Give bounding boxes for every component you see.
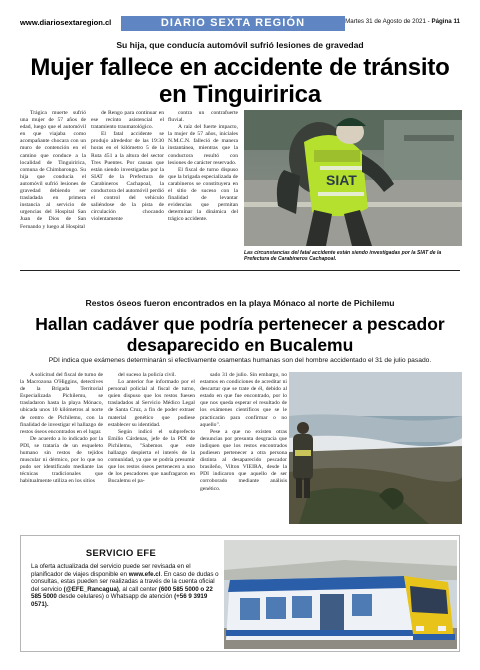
article2-kicker: Restos óseos fueron encontrados en la playa Mónaco al norte de Pichilemu bbox=[85, 298, 395, 308]
ad-text: . En caso de dudas o consultas, estas pueden ser realizadas a través de la cuenta oficial del servicio bbox=[31, 570, 219, 593]
article1-column-1 bbox=[20, 110, 86, 231]
beach-investigation-photo bbox=[289, 372, 462, 524]
siat-officer-illustration bbox=[244, 110, 462, 246]
ad-call-center-number: (600 585 5000 o 22 585 5000 bbox=[31, 585, 213, 601]
article1-paragraph: A raíz del fuerte impacto, la mujer de 57 años, iniciales N.M.C.N. falleció de manera instantánea, mientras que la conductora resultó con lesiones de carácter reservado. bbox=[168, 124, 238, 166]
vest-siat-text: SIAT bbox=[326, 172, 357, 188]
article2-dek: PDI indica que exámenes determinarán si efectivamente osamentas humanas son del hombre accidentado el 31 de julio pasado. bbox=[48, 357, 432, 364]
siat-officer-photo bbox=[244, 110, 462, 246]
article1-photo-caption: Las circunstancias del fatal accidente están siendo investigadas por la SIAT de la Prefectura de Carabineros Cachapoal. bbox=[244, 250, 442, 263]
train-illustration bbox=[224, 540, 457, 649]
ad-website-link[interactable]: www.efe.cl bbox=[128, 570, 161, 578]
article2-headline-line2: desaparecido en Bucalemu bbox=[126, 335, 354, 355]
article2-paragraph: A solicitud del fiscal de turno de la Macrozona O'Higgins, detectives de la Brigada Territorial Especializada Pichilemu, se trasladaron hasta la playa Mónaco, ubicada unos 10 kilómetros al norte de centro de Pichilemu, con la finalidad de investigar el hallazgo de restos óseos encontrados en el lugar. bbox=[20, 372, 103, 435]
masthead-bar bbox=[121, 16, 345, 31]
article1-headline-line1: Mujer fallece en accidente de tránsito bbox=[30, 54, 450, 81]
article1-paragraph: de Rengo para continuar en ese recinto asistencial el tratamiento traumatológico. bbox=[91, 110, 164, 131]
article2-headline-line1: Hallan cadáver que podría pertenecer a pescador bbox=[35, 314, 445, 334]
article2-headline bbox=[20, 314, 460, 356]
ad-twitter-handle[interactable]: (@EFE_Rancagua) bbox=[63, 585, 119, 593]
issue-date-page: Martes 31 de Agosto de 2021 - Página 11 bbox=[345, 18, 460, 25]
article2-paragraph: De acuerdo a lo indicado por la PDI, se trataría de un esqueleto humano sin restos de tejidos muscular ni dérmico, por lo que no pudo ser identificado mediante las técnicas tradicionales que habitualmente utiliza en los sitios bbox=[20, 435, 103, 485]
article2-column-2 bbox=[108, 372, 195, 486]
article2-paragraph: Pese a que no existen otras denuncias por presunta desgracia que indiquen que los restos encontrados pudiesen pertenecer a otra persona distinta al desaparecido pescador brasileño, Vilton VIEIRA, desde la PDI indicaron que aquello de ser corroborado mediante análisis genético. bbox=[200, 428, 287, 492]
paper-name: DIARIO SEXTA REGIÓN bbox=[160, 17, 306, 29]
article1-column-2 bbox=[91, 110, 164, 224]
ad-text: desde celulares) o Whatsapp de atención bbox=[56, 593, 175, 601]
site-url[interactable]: www.diariosextaregion.cl bbox=[20, 18, 112, 27]
article2-paragraph: Según indicó el subprefecto Emilio Cárdenas, jefe de la PDI de Pichilemu, "Sabemos que este hallazgo despierta el interés de la comunidad, ya que se podría presumir que los restos óseos pertenecen a uno de los pescadores que naufragaron en Bucalemu el pa- bbox=[108, 428, 195, 485]
article1-paragraph: El fiscal de turno dispuso que la brigada especializada de carabineros se constituyera en el sitio de suceso con la finalidad de levantar evidencias que permitan determinar la dinámica del trágico accidente. bbox=[168, 166, 238, 223]
ad-text: La oferta actualizada del servicio puede ser revisada en el planificador de viajes disponible en bbox=[31, 563, 191, 578]
ad-body bbox=[31, 563, 221, 609]
efe-service-ad bbox=[20, 535, 460, 652]
section-divider bbox=[20, 270, 460, 271]
ad-text: , al call center bbox=[118, 585, 159, 593]
article1-paragraph: Trágica muerte sufrió una mujer de 57 años de edad, luego que el automóvil en que viajaba como acompañante chocara con un muro de contención en el camino que conduce a la localidad de Tinguiririca, comuna de Chimbarongo. Su hija que conducía el automóvil sufrió lesiones de gravedad debiendo ser trasladada en primera instancia al servicio de urgencias del Hospital San Juan de Dios de San Fernando y luego al Hospital bbox=[20, 110, 86, 230]
ad-whatsapp-number: (+56 9 3919 0571). bbox=[31, 593, 208, 608]
article1-kicker: Su hija, que conducía automóvil sufrió lesiones de gravedad bbox=[116, 40, 364, 50]
article1-paragraph: contra un contrafuerte fluvial. bbox=[168, 110, 238, 124]
article2-column-3 bbox=[200, 372, 287, 493]
article1-headline bbox=[20, 54, 460, 108]
article2-paragraph: Lo anterior fue informado por el personal policial al fiscal de turno, quien dispuso que los restos fuesen trasladados al Servicio Médico Legal de Santa Cruz, a fin de poder extraer material genético que pudiese establecer su identidad. bbox=[108, 379, 195, 428]
issue-date: Martes 31 de Agosto de 2021 bbox=[345, 18, 426, 25]
ad-title: SERVICIO EFE bbox=[85, 547, 157, 558]
page-number: Página 11 bbox=[431, 18, 460, 25]
beach-scene-illustration bbox=[289, 372, 462, 524]
article1-column-3 bbox=[168, 110, 238, 224]
article2-paragraph: sado 31 de julio. Sin embargo, no estamos en condiciones de acreditar ni descartar que se trate de él, debido al estado en que fue encontrado, por lo que nos queda esperar el resultado de los exámenes científicos que se le practicarán para confirmar o no aquello". bbox=[200, 372, 287, 428]
article1-paragraph: El fatal accidente se produjo alrededor de las 19:30 horas en el kilómetro 5 de la Ruta 451 a la altura del sector Tres Puentes. Por causas que están siendo investigadas por la SIAT de la Prefectura de Carabineros Cachapoal, la conductora del automóvil perdió el control del vehículo saliéndose de la pista de circulación chocando violentamente bbox=[91, 131, 164, 223]
article1-headline-line2: en Tinguiririca bbox=[159, 81, 321, 108]
article2-paragraph: del suceso la policía civil. bbox=[118, 372, 176, 378]
efe-train-photo bbox=[224, 540, 457, 649]
page-header bbox=[20, 16, 460, 33]
article2-column-1 bbox=[20, 372, 103, 486]
